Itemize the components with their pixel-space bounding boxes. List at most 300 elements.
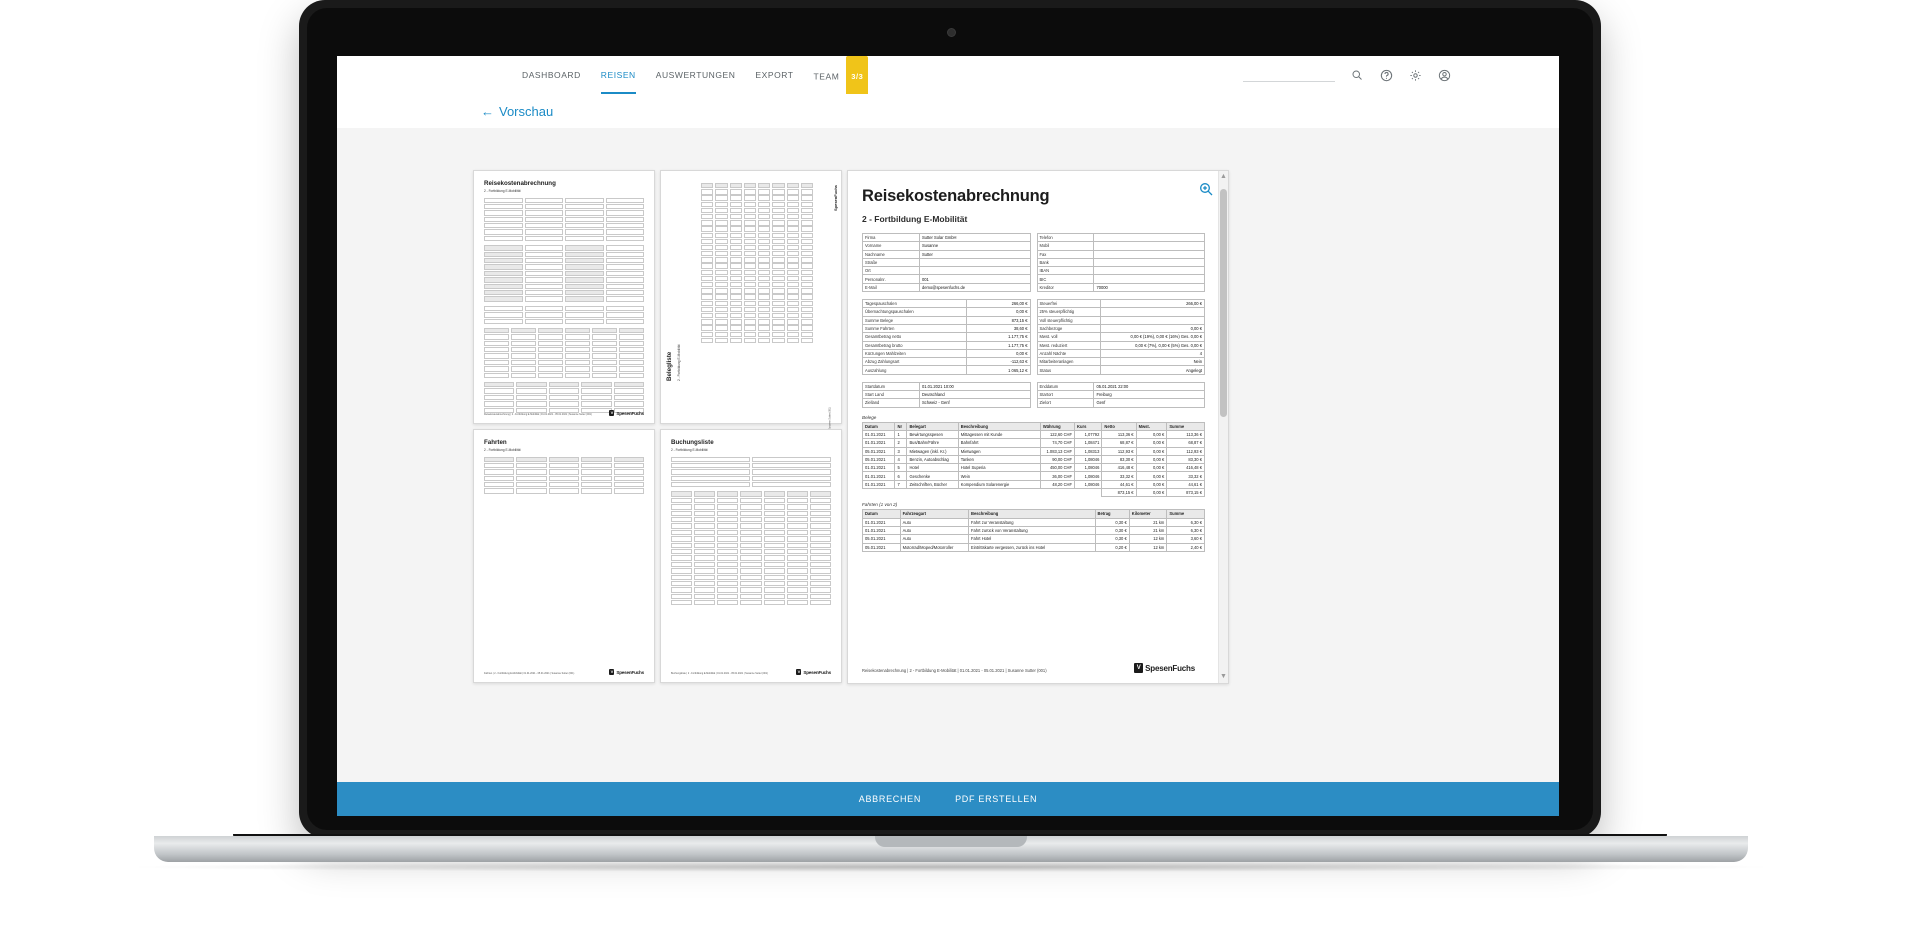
cell-value (1101, 316, 1205, 324)
table-row (863, 455, 1205, 463)
cell-value: 266,00 € (966, 300, 1030, 308)
table-row (863, 535, 1205, 543)
fahrten-table (862, 509, 1205, 551)
page-thumbnail-2[interactable] (660, 170, 842, 424)
cell-label: Vorname (863, 242, 920, 250)
cell-value (1094, 250, 1205, 258)
cell: 01.01.2021 (863, 480, 895, 488)
back-to-vorschau-link[interactable] (481, 104, 553, 119)
cell: 90,00 CHF (1040, 455, 1074, 463)
cell: 21 km (1129, 526, 1167, 534)
thumb1-content (474, 171, 654, 423)
cell: 3 (895, 447, 907, 455)
table-row (863, 526, 1205, 534)
cell: 7 (895, 480, 907, 488)
trip-section (862, 382, 1205, 408)
cell-label: Sachbezüge (1037, 324, 1101, 332)
cell: 68,87 € (1102, 439, 1136, 447)
cell-value: 1 065,12 € (966, 366, 1030, 374)
cell-label: Fax (1037, 250, 1094, 258)
belege-table (862, 422, 1205, 498)
table-row (1037, 349, 1205, 357)
cell: Kompendium Solarenergie (958, 480, 1040, 488)
nav-label-auswertungen: AUSWERTUNGEN (655, 70, 736, 80)
document-logo (1134, 663, 1195, 673)
table-row (863, 250, 1031, 258)
nav-label-export: EXPORT (755, 70, 794, 80)
cell-value: 001 (919, 275, 1030, 283)
trip-table-right (1037, 382, 1206, 408)
table-row (863, 464, 1205, 472)
cell-label: Mwst. reduziert (1037, 341, 1101, 349)
cell-value: 0,00 € (7%), 0,00 € (5%) Ges. 0,00 € (1101, 341, 1205, 349)
table-row (863, 308, 1031, 316)
cell-value: 70000 (1094, 283, 1205, 291)
cell: 05.01.2021 (863, 535, 901, 543)
cell-label: Nachname (863, 250, 920, 258)
cell: 112,93 € (1102, 447, 1136, 455)
table-row (1037, 399, 1205, 407)
table-row (863, 472, 1205, 480)
table-row (863, 439, 1205, 447)
col-datum: Datum (863, 422, 895, 430)
document-footer (862, 663, 1195, 673)
cell: 0,30 € (1095, 535, 1129, 543)
nav-item-team[interactable] (814, 56, 869, 94)
cell: 1,08046 (1075, 464, 1102, 472)
cell-value (1094, 258, 1205, 266)
account-icon[interactable] (1437, 68, 1451, 82)
trip-table-left (862, 382, 1031, 408)
cell: 6,30 € (1167, 526, 1205, 534)
thumb1-footer (484, 410, 644, 416)
cell: Hotel (907, 464, 958, 472)
person-info-section (862, 233, 1205, 292)
nav-item-auswertungen[interactable] (656, 56, 736, 94)
cell: 44,61 € (1102, 480, 1136, 488)
thumb1-logo (609, 410, 644, 416)
cell-value: 1.177,75 € (966, 333, 1030, 341)
cell-value: Sutter Solar GmbH (919, 234, 1030, 242)
col-betrag: Betrag (1095, 510, 1129, 518)
cell: 48,20 CHF (1040, 480, 1074, 488)
cell: 3,60 € (1167, 535, 1205, 543)
app-screen (337, 56, 1559, 816)
thumb3-content (474, 430, 654, 682)
cell: 05.01.2021 (863, 543, 901, 551)
thumb4-head-table (671, 457, 831, 488)
table-row (1037, 250, 1205, 258)
table-row (863, 275, 1031, 283)
cell: Auto (900, 535, 968, 543)
belege-section-label: Belege (862, 414, 877, 420)
action-bar (337, 782, 1559, 816)
thumb2-logo (833, 185, 838, 211)
table-row (863, 242, 1031, 250)
thumb2-subtitle: 2 - Fortbildung E-Mobilität (677, 344, 681, 381)
table-row (863, 518, 1205, 526)
table-row (863, 543, 1205, 551)
logo-mark-icon: V (610, 410, 614, 415)
fahrten-section-label: Fahrten (1 von 2) (862, 502, 898, 508)
page-thumbnail-3[interactable] (473, 429, 655, 683)
cell-label: Auszahlung (863, 366, 967, 374)
cell-label: Zielort (1037, 399, 1094, 407)
cell: 1.083,13 CHF (1040, 447, 1074, 455)
cell: 0,00 € (1136, 439, 1167, 447)
table-row (1037, 283, 1205, 291)
cell-value: 873,15 € (966, 316, 1030, 324)
cell: 0,00 € (1136, 480, 1167, 488)
cell: Motorrad/Moped/Motorroller (900, 543, 968, 551)
table-row (863, 430, 1205, 438)
preview-scrollbar[interactable] (1218, 171, 1228, 683)
cell: 33,32 € (1102, 472, 1136, 480)
thumb3-subtitle: 2 - Fortbildung E-Mobilität (484, 447, 521, 452)
cell-value: Susanne (919, 242, 1030, 250)
cell-value: Nein (1101, 358, 1205, 366)
table-row (863, 234, 1031, 242)
cell: 1,08046 (1075, 472, 1102, 480)
cell-label: Mobil (1037, 242, 1094, 250)
cell-label: Startdatum (863, 382, 920, 390)
table-row (1037, 341, 1205, 349)
thumb3-table (484, 457, 644, 494)
table-header-row (863, 510, 1205, 518)
thumb4-content (661, 430, 841, 682)
cell-value: 05.01.2021 22:00 (1094, 382, 1205, 390)
col-waehrung: Währung (1040, 422, 1074, 430)
thumb4-subtitle: 2 - Fortbildung E-Mobilität (671, 447, 708, 452)
table-row (863, 341, 1031, 349)
cell: 0,00 € (1136, 472, 1167, 480)
cell: 83,30 € (1167, 455, 1205, 463)
table-row (1037, 308, 1205, 316)
nav-item-reisen[interactable] (601, 56, 636, 94)
cell: 1,07792 (1075, 430, 1102, 438)
cell-value: 38,60 € (966, 324, 1030, 332)
settings-gear-icon[interactable] (1408, 68, 1422, 82)
cell: Bewirtungsspesen (907, 430, 958, 438)
document-preview-page[interactable] (847, 170, 1229, 684)
cell-label: Summe Fahrten (863, 324, 967, 332)
cell: 33,32 € (1167, 472, 1205, 480)
zoom-in-icon[interactable] (1198, 181, 1214, 197)
cell-label: Telefon (1037, 234, 1094, 242)
cell: Fahrt zurück von Veranstaltung (969, 526, 1096, 534)
header-actions (1243, 56, 1451, 94)
nav-item-dashboard[interactable] (522, 56, 581, 94)
cell: 01.01.2021 (863, 464, 895, 472)
cell: 21 km (1129, 518, 1167, 526)
cell-value: Angelegt (1101, 366, 1205, 374)
col-fahrzeugart: Fahrzeugart (900, 510, 968, 518)
cell-label: Gesamtbetrag brutto (863, 341, 967, 349)
cell: 01.01.2021 (863, 439, 895, 447)
cell: 113,36 € (1102, 430, 1136, 438)
cell-value: Deutschland (919, 391, 1030, 399)
cell-value: demo@spesenfuchs.de (919, 283, 1030, 291)
col-beschreibung: Beschreibung (958, 422, 1040, 430)
table-row (863, 399, 1031, 407)
cell: 416,48 € (1167, 464, 1205, 472)
table-row (1037, 382, 1205, 390)
table-row (1037, 333, 1205, 341)
cell: 450,00 CHF (1040, 464, 1074, 472)
cell: Mittagessen mit Kunde (958, 430, 1040, 438)
thumb1-block-belege (484, 328, 644, 378)
preview-scroll-thumb[interactable] (1220, 189, 1227, 417)
table-row (1037, 258, 1205, 266)
table-row (1037, 275, 1205, 283)
table-row (863, 349, 1031, 357)
cell: Tanken (958, 455, 1040, 463)
create-pdf-button[interactable]: PDF ERSTELLEN (955, 794, 1038, 804)
cell-label: Übernachtungspauschalen (863, 308, 967, 316)
thumb3-title: Fahrten (484, 439, 507, 446)
thumb1-block-person (484, 198, 644, 242)
page-thumbnail-4[interactable] (660, 429, 842, 683)
cell: 1 (895, 430, 907, 438)
cell: Mietwagen (inkl. Kr.) (907, 447, 958, 455)
cell: 5 (895, 464, 907, 472)
table-row (863, 358, 1031, 366)
thumb2-table (701, 183, 813, 343)
logo-mark-icon: V (797, 669, 801, 674)
cell: Fahrt Hotel (969, 535, 1096, 543)
summary-section (862, 299, 1205, 375)
cell: 0,20 € (1095, 543, 1129, 551)
document-preview-content (848, 171, 1219, 683)
cell-label: Gesamtbetrag netto (863, 333, 967, 341)
document-footer-text: Reisekostenabrechnung | 2 - Fortbildung E-Mobilität | 01.01.2021 - 05.01.2021 | Susanne Sutter (001) (862, 668, 1047, 673)
cell: 0,30 € (1095, 518, 1129, 526)
document-title: Reisekostenabrechnung (862, 187, 1050, 205)
search-input[interactable] (1243, 68, 1335, 82)
table-row (863, 324, 1031, 332)
nav-label-reisen: REISEN (600, 70, 636, 80)
help-icon[interactable] (1379, 68, 1393, 82)
table-row (1037, 324, 1205, 332)
cell: 113,36 € (1167, 430, 1205, 438)
col-beschreibung: Beschreibung (969, 510, 1096, 518)
table-row (1037, 242, 1205, 250)
table-row (1037, 366, 1205, 374)
cell-value (1094, 234, 1205, 242)
cell: Geschenke (907, 472, 958, 480)
cell-value (919, 258, 1030, 266)
table-row (863, 447, 1205, 455)
thumb2-title: Belegliste (666, 351, 673, 381)
cell: 1,08313 (1075, 447, 1102, 455)
table-total-row (863, 489, 1205, 497)
cell: 6 (895, 472, 907, 480)
cell: 1,08471 (1075, 439, 1102, 447)
cell-label: Steuerfrei (1037, 300, 1101, 308)
cell: 68,87 € (1167, 439, 1205, 447)
cell-label: Status (1037, 366, 1101, 374)
cell: 0,00 € (1136, 464, 1167, 472)
cell: 0,00 € (1136, 430, 1167, 438)
cell-label: Straße (863, 258, 920, 266)
nav-item-export[interactable] (755, 56, 793, 94)
logo-mark-icon: V (610, 669, 614, 674)
cell-value: 4 (1101, 349, 1205, 357)
col-netto: Netto (1102, 422, 1136, 430)
nav-label-team: TEAM (813, 71, 840, 82)
cell: 122,60 CHF (1040, 430, 1074, 438)
page-title: Vorschau (499, 103, 554, 119)
cell-value: Genf (1094, 399, 1205, 407)
table-row (1037, 358, 1205, 366)
cell-label: Kürzungen Mahlzeiten (863, 349, 967, 357)
cell-value: 01.01.2021 10:00 (919, 382, 1030, 390)
cell: Zeitschriften, Bücher (907, 480, 958, 488)
cell: Hotel Superia (958, 464, 1040, 472)
cell-label: 25% steuerpflichtig (1037, 308, 1101, 316)
cell: 2,40 € (1167, 543, 1205, 551)
cell-label: Zielland (863, 399, 920, 407)
cell-label: E-Mail (863, 283, 920, 291)
thumb4-footer-text: Buchungsliste | 2 - Fortbildung E-Mobilität | 01.01.2021 - 05.01.2021 | Susanne Sutter (001) (671, 672, 768, 675)
cell: Fahrt zur Veranstaltung (969, 518, 1096, 526)
cell-value: Sutter (919, 250, 1030, 258)
cell-value: 0,00 € (1101, 324, 1205, 332)
table-row (863, 382, 1031, 390)
thumb3-footer (484, 669, 644, 675)
cell-value (1101, 308, 1205, 316)
col-summe: Summe (1167, 422, 1205, 430)
thumb4-logo (796, 669, 831, 675)
table-header-row (863, 422, 1205, 430)
table-row (863, 300, 1031, 308)
cell: 112,93 € (1167, 447, 1205, 455)
table-row (1037, 267, 1205, 275)
preview-subheader (337, 94, 1559, 128)
col-datum: Datum (863, 510, 901, 518)
cell: 36,00 CHF (1040, 472, 1074, 480)
back-arrow-icon: ← (481, 103, 494, 119)
table-row (863, 258, 1031, 266)
cell: Bus/Bahn/Fähre (907, 439, 958, 447)
table-row (1037, 316, 1205, 324)
document-logo-text: SpesenFuchs (1145, 663, 1195, 673)
main-nav (522, 56, 868, 94)
laptop-body (299, 0, 1601, 838)
cell: 05.01.2021 (863, 447, 895, 455)
scroll-down-arrow-icon[interactable]: ▼ (1220, 673, 1227, 680)
cell: Benzin, Autoabschlag (907, 455, 958, 463)
table-row (1037, 234, 1205, 242)
col-nr: Nr (895, 422, 907, 430)
page-thumbnail-1[interactable] (473, 170, 655, 424)
cell-label: Kreditor (1037, 283, 1094, 291)
thumb2-content (661, 171, 841, 423)
table-row (863, 283, 1031, 291)
thumb4-title: Buchungsliste (671, 439, 714, 446)
cell-value: Freiburg (1094, 391, 1205, 399)
total-mwst: 0,00 € (1136, 489, 1167, 497)
cell-value (1094, 267, 1205, 275)
thumb1-block-summary (484, 245, 644, 302)
search-icon[interactable] (1350, 68, 1364, 82)
cell: 2 (895, 439, 907, 447)
cell-value: 0,00 € (966, 349, 1030, 357)
cell-label: Tagespauschalen (863, 300, 967, 308)
person-table-right (1037, 233, 1206, 292)
thumb1-title: Reisekostenabrechnung (484, 180, 556, 187)
cell: 6,30 € (1167, 518, 1205, 526)
table-row (863, 366, 1031, 374)
col-kilometer: Kilometer (1129, 510, 1167, 518)
table-row (863, 267, 1031, 275)
cell: 05.01.2021 (863, 455, 895, 463)
cancel-button[interactable]: ABBRECHEN (858, 794, 922, 804)
scroll-up-arrow-icon[interactable]: ▲ (1220, 173, 1227, 180)
cell: 1,08046 (1075, 455, 1102, 463)
team-count-badge: 3/3 (846, 56, 868, 98)
cell: Eintrittskarte vergessen, zurück ins Hotel (969, 543, 1096, 551)
cell: 0,30 € (1095, 526, 1129, 534)
cell: 416,48 € (1102, 464, 1136, 472)
total-summe: 873,15 € (1167, 489, 1205, 497)
cell-label: Mitarbeiteranlagen (1037, 358, 1101, 366)
col-mwst: Mwst. (1136, 422, 1167, 430)
cell-label: Anzahl Nächte (1037, 349, 1101, 357)
cell-label: Startort (1037, 391, 1094, 399)
table-row (863, 391, 1031, 399)
table-row (863, 480, 1205, 488)
cell-label: Summe Belege (863, 316, 967, 324)
cell-label: Bank (1037, 258, 1094, 266)
thumb4-logo-text: SpesenFuchs (803, 669, 831, 675)
col-summe: Summe (1167, 510, 1205, 518)
cell-value: 1.177,75 € (966, 341, 1030, 349)
cell: 1,08046 (1075, 480, 1102, 488)
cell-value: 266,00 € (1101, 300, 1205, 308)
cell: Bahnfahrt (958, 439, 1040, 447)
cell: 0,00 € (1136, 455, 1167, 463)
thumb1-footer-text: Reisekostenabrechnung | 2 - Fortbildung E-Mobilität | 01.01.2021 - 05.01.2021 | Susanne Sutter (001) (484, 413, 592, 416)
logo-mark-icon: V (1134, 663, 1143, 673)
nav-label-dashboard: DASHBOARD (522, 70, 581, 80)
cell-label: BIC (1037, 275, 1094, 283)
cell-value (1094, 242, 1205, 250)
summary-table-left (862, 299, 1031, 375)
app-header (337, 56, 1559, 95)
cell-label: Firma (863, 234, 920, 242)
col-belegart: Belegart (907, 422, 958, 430)
table-row (863, 316, 1031, 324)
table-row (1037, 300, 1205, 308)
cell: 01.01.2021 (863, 518, 901, 526)
webcam-icon (947, 28, 956, 37)
cell-label: Ort (863, 267, 920, 275)
thumb1-block-trip (484, 306, 644, 324)
cell: 01.01.2021 (863, 526, 901, 534)
thumb2-logo-text: SpesenFuchs (833, 185, 838, 212)
col-kurs: Kurs (1075, 422, 1102, 430)
cell: Mietwagen (958, 447, 1040, 455)
thumb3-logo-text: SpesenFuchs (616, 669, 644, 675)
cell-value (1094, 275, 1205, 283)
cell: Auto (900, 518, 968, 526)
laptop-mockup (299, 0, 1621, 870)
cell: 01.01.2021 (863, 472, 895, 480)
person-table-left (862, 233, 1031, 292)
cell-label: Mwst. voll (1037, 333, 1101, 341)
thumb4-footer (671, 669, 831, 675)
